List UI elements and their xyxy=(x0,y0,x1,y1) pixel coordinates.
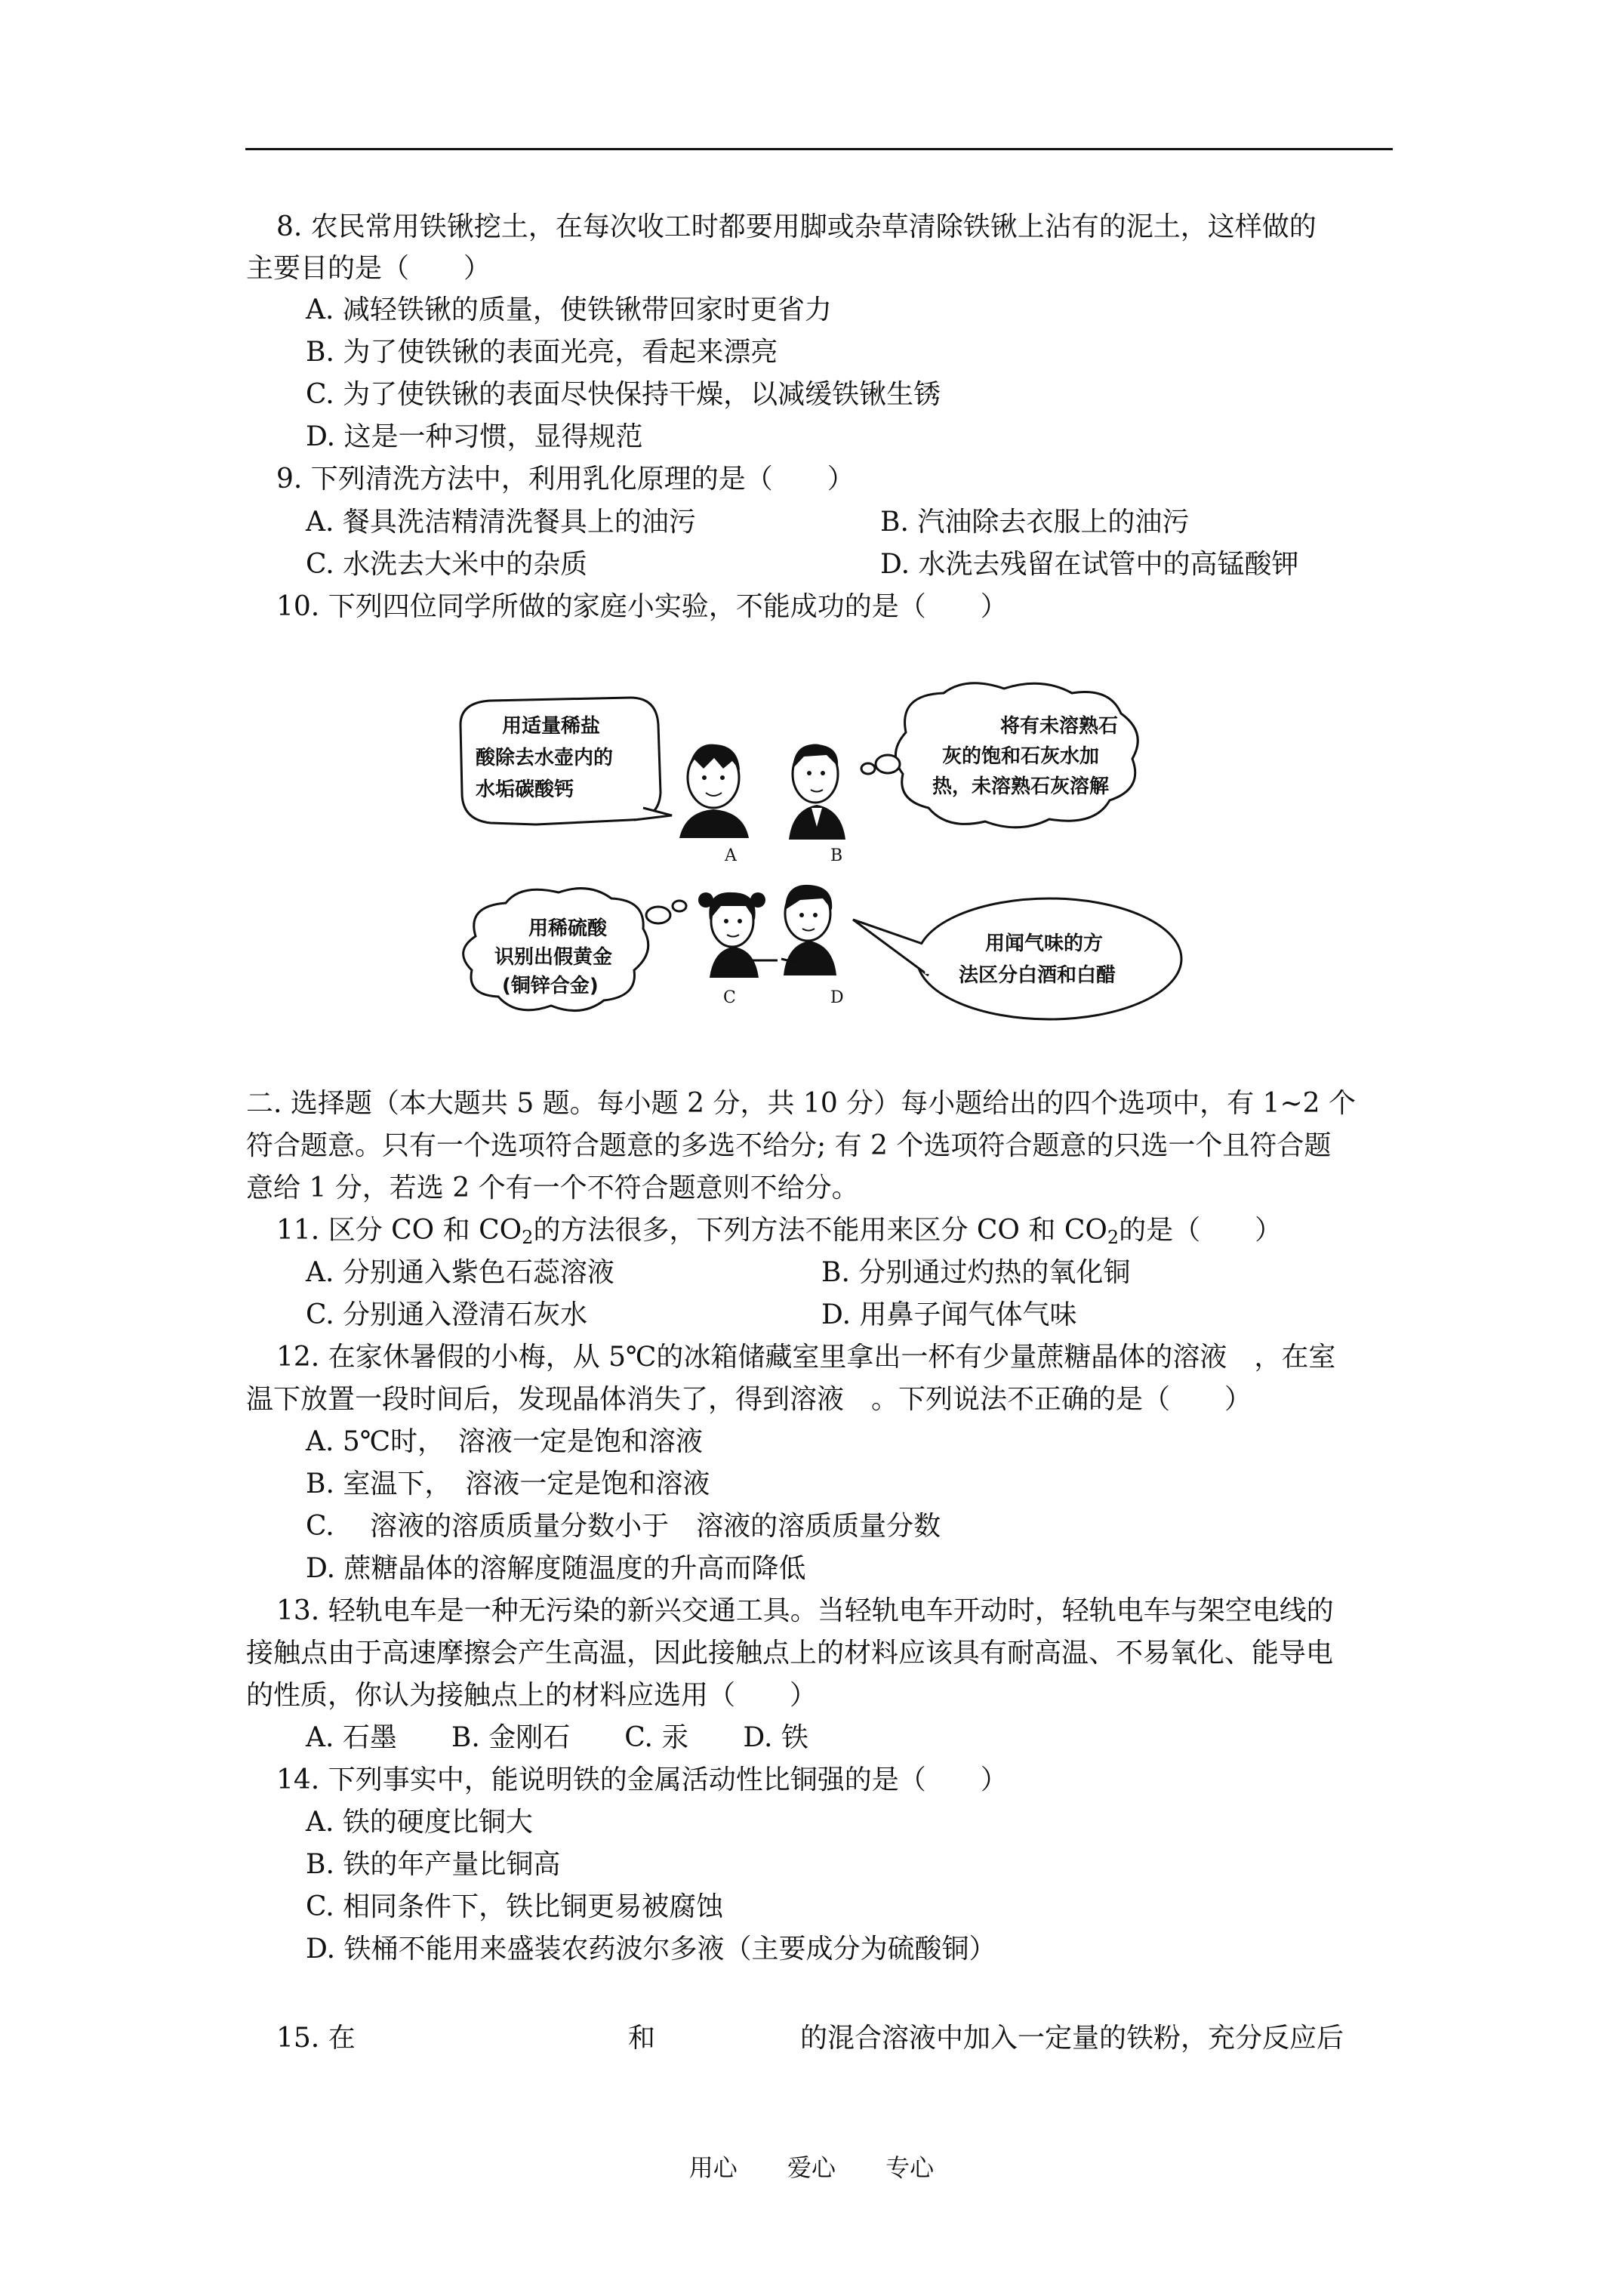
footer-text-3: 专心 xyxy=(885,2153,935,2182)
student-b-figure xyxy=(789,744,845,840)
q11-option-a: A. 分别通入紫色石蕊溶液 xyxy=(306,1257,614,1288)
q11-subscript-2: 2 xyxy=(1107,1227,1119,1248)
bubble-c-text-2: 识别出假黄金 xyxy=(494,946,613,969)
student-c-figure xyxy=(698,892,778,978)
q13-stem-line3: 的性质，你认为接触点上的材料应选用（ ） xyxy=(246,1680,818,1711)
q14-stem: 14. 下列事实中，能说明铁的金属活动性比铜强的是（ ） xyxy=(276,1764,1008,1795)
q9-option-b: B. 汽油除去衣服上的油污 xyxy=(880,507,1190,538)
footer-text-1: 用心 xyxy=(688,2153,738,2182)
section2-line1: 二. 选择题（本大题共 5 题。每小题 2 分，共 10 分）每小题给出的四个选项中，有 1~2 个 xyxy=(246,1088,1357,1119)
q13-stem-line1: 13. 轻轨电车是一种无污染的新兴交通工具。当轻轨电车开动时，轻轨电车与架空电线的 xyxy=(276,1595,1334,1626)
q9-stem: 9. 下列清洗方法中，利用乳化原理的是（ ） xyxy=(276,464,855,495)
q15-stem-part2: 和 xyxy=(628,2023,656,2054)
q11-option-c: C. 分别通入澄清石灰水 xyxy=(306,1299,588,1330)
q14-option-a: A. 铁的硬度比铜大 xyxy=(306,1807,533,1838)
q11-stem-part3: 的是（ ） xyxy=(1119,1215,1283,1246)
q11-subscript-1: 2 xyxy=(522,1227,534,1248)
q8-option-a: A. 减轻铁锹的质量，使铁锹带回家时更省力 xyxy=(306,294,832,325)
q14-option-c: C. 相同条件下，铁比铜更易被腐蚀 xyxy=(306,1891,724,1922)
q8-stem-line1: 8. 农民常用铁锹挖土，在每次收工时都要用脚或杂草清除铁锹上沾有的泥土，这样做的 xyxy=(276,211,1317,242)
bubble-d-text-2: 法区分白酒和白醋 xyxy=(959,964,1116,987)
q8-option-c: C. 为了使铁锹的表面尽快保持干燥，以减缓铁锹生锈 xyxy=(306,379,941,410)
q8-stem-line2: 主要目的是（ ） xyxy=(246,253,491,284)
q11-stem-part2: 的方法很多，下列方法不能用来区分 CO 和 CO xyxy=(533,1215,1107,1246)
q12-stem-line1: 12. 在家休暑假的小梅，从 5℃的冰箱储藏室里拿出一杯有少量蔗糖晶体的溶液 ，在室 xyxy=(276,1342,1336,1373)
bubble-c-text-3: (铜锌合金) xyxy=(502,975,599,997)
q12-option-b: B. 室温下， 溶液一定是饱和溶液 xyxy=(306,1469,710,1499)
bubble-a-text-2: 酸除去水壶内的 xyxy=(476,747,614,769)
q11-stem xyxy=(276,1217,1282,1247)
q9-option-d: D. 水洗去残留在试管中的高锰酸钾 xyxy=(880,549,1299,580)
label-b: B xyxy=(830,846,843,865)
header-rule xyxy=(245,148,1393,150)
bubble-d-text-1: 用闻气味的方 xyxy=(985,932,1104,955)
q13-stem-line2: 接触点由于高速摩擦会产生高温，因此接触点上的材料应该具有耐高温、不易氧化、能导电 xyxy=(246,1638,1334,1669)
bubble-c-dot-1 xyxy=(646,907,670,923)
bubble-b-text-3: 热，未溶熟石灰溶解 xyxy=(932,775,1110,798)
page-footer xyxy=(0,2149,1623,2184)
q13-options: A. 石墨 B. 金刚石 C. 汞 D. 铁 xyxy=(306,1722,808,1753)
q12-option-c: C. 溶液的溶质质量分数小于 溶液的溶质质量分数 xyxy=(306,1511,941,1542)
q12-option-a: A. 5℃时， 溶液一定是饱和溶液 xyxy=(306,1426,704,1457)
section2-line2: 符合题意。只有一个选项符合题意的多选不给分; 有 2 个选项符合题意的只选一个且符合题 xyxy=(246,1130,1332,1161)
bubble-b-dot-1 xyxy=(876,755,900,773)
q10-stem: 10. 下列四位同学所做的家庭小实验，不能成功的是（ ） xyxy=(276,591,1008,622)
q15-stem-part3: 的混合溶液中加入一定量的铁粉，充分反应后 xyxy=(800,2023,1344,2054)
bubble-b-text-2: 灰的饱和石灰水加 xyxy=(942,745,1100,768)
q11-option-b: B. 分别通过灼热的氧化铜 xyxy=(821,1257,1131,1288)
q8-option-b: B. 为了使铁锹的表面光亮，看起来漂亮 xyxy=(306,337,778,368)
bubble-d-shape xyxy=(917,898,1181,1019)
q11-option-d: D. 用鼻子闻气体气味 xyxy=(821,1299,1077,1330)
student-d-figure xyxy=(781,885,836,975)
q9-option-c: C. 水洗去大米中的杂质 xyxy=(306,549,588,580)
section2-line3: 意给 1 分，若选 2 个有一个不符合题意则不给分。 xyxy=(246,1173,859,1203)
q14-option-b: B. 铁的年产量比铜高 xyxy=(306,1849,561,1880)
student-a-figure xyxy=(679,744,749,838)
bubble-c-dot-2 xyxy=(673,901,686,911)
q12-option-d: D. 蔗糖晶体的溶解度随温度的升高而降低 xyxy=(306,1553,806,1584)
q14-option-d: D. 铁桶不能用来盛装农药波尔多液（主要成分为硫酸铜） xyxy=(306,1934,996,1965)
bubble-a-text-1: 用适量稀盐 xyxy=(502,715,601,738)
footer-text-2: 爱心 xyxy=(787,2153,836,2182)
q11-stem-part1: 11. 区分 CO 和 CO xyxy=(276,1215,522,1246)
bubble-b-text-1: 将有未溶熟石 xyxy=(1000,715,1119,738)
bubble-b-dot-2 xyxy=(861,763,875,774)
q10-cartoon-figure xyxy=(445,680,1200,1034)
label-a: A xyxy=(725,846,737,865)
q9-option-a: A. 餐具洗洁精清洗餐具上的油污 xyxy=(306,507,696,538)
q15-stem-part1: 15. 在 xyxy=(276,2023,356,2054)
label-d: D xyxy=(830,988,844,1007)
bubble-d-tail xyxy=(853,920,929,975)
label-c: C xyxy=(723,988,736,1007)
bubble-c-text-1: 用稀硫酸 xyxy=(528,917,608,940)
q12-stem-line2: 温下放置一段时间后，发现晶体消失了，得到溶液 。下列说法不正确的是（ ） xyxy=(246,1384,1252,1415)
q8-option-d: D. 这是一种习惯，显得规范 xyxy=(306,421,643,452)
bubble-a-text-3: 水垢碳酸钙 xyxy=(476,778,574,801)
